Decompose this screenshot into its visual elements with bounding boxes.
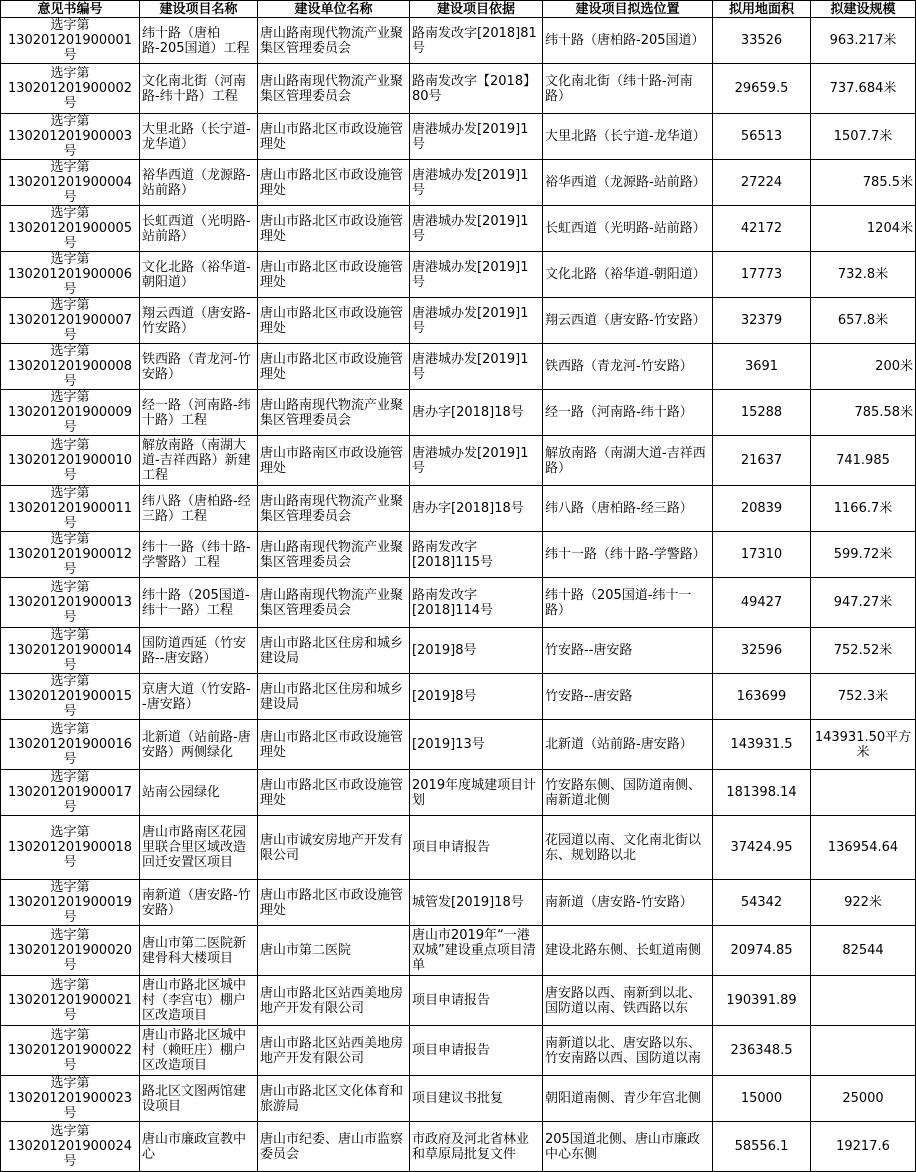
table-row <box>1 252 916 298</box>
table-row <box>1 64 916 114</box>
location-cell: 竹安路--唐安路 <box>543 674 713 720</box>
project-name-cell: 纬十路（205国道-纬十一路）工程 <box>140 578 258 628</box>
permit-number-cell: 选字第130201201900004号 <box>1 160 140 206</box>
header-cell-name: 建设项目名称 <box>140 1 258 18</box>
area-cell: 56513 <box>713 114 811 160</box>
permit-number-cell: 选字第130201201900017号 <box>1 770 140 816</box>
scale-cell: 922米 <box>811 880 916 926</box>
location-cell: 裕华西道（龙源路-站前路） <box>543 160 713 206</box>
area-cell: 15000 <box>713 1076 811 1122</box>
unit-name-cell: 唐山市路北区市政设施管理处 <box>258 114 410 160</box>
permit-number-cell: 选字第130201201900021号 <box>1 976 140 1026</box>
header-cell-unit: 建设单位名称 <box>258 1 410 18</box>
unit-name-cell: 唐山市路北区站西美地房地产开发有限公司 <box>258 976 410 1026</box>
permit-number-cell: 选字第130201201900014号 <box>1 628 140 674</box>
area-cell: 20974.85 <box>713 926 811 976</box>
area-cell: 163699 <box>713 674 811 720</box>
location-cell: 长虹西道（光明路-站前路） <box>543 206 713 252</box>
location-cell: 文化北路（裕华道-朝阳道） <box>543 252 713 298</box>
unit-name-cell: 唐山市路北区站西美地房地产开发有限公司 <box>258 1026 410 1076</box>
location-cell: 翔云西道（唐安路-竹安路） <box>543 298 713 344</box>
basis-cell: 唐港城办发[2019]1号 <box>410 344 543 390</box>
permit-number-cell: 选字第130201201900009号 <box>1 390 140 436</box>
unit-name-cell: 唐山市路北区住房和城乡建设局 <box>258 674 410 720</box>
location-cell: 纬八路（唐柏路-经三路） <box>543 486 713 532</box>
area-cell: 42172 <box>713 206 811 252</box>
project-name-cell: 纬十一路（纬十路-学警路）工程 <box>140 532 258 578</box>
scale-cell: 732.8米 <box>811 252 916 298</box>
project-name-cell: 唐山市路北区城中村（赖旺庄）棚户区改造项目 <box>140 1026 258 1076</box>
permit-number-cell: 选字第130201201900001号 <box>1 18 140 64</box>
area-cell: 37424.95 <box>713 816 811 880</box>
unit-name-cell: 唐山市路北区市政设施管理处 <box>258 252 410 298</box>
scale-cell: 25000 <box>811 1076 916 1122</box>
header-cell-scale: 拟建设规模 <box>811 1 916 18</box>
scale-cell: 200米 <box>811 344 916 390</box>
basis-cell: 路南发改字[2018]81号 <box>410 18 543 64</box>
basis-cell: 市政府及河北省林业和草原局批复文件 <box>410 1122 543 1172</box>
unit-name-cell: 唐山市路北区市政设施管理处 <box>258 720 410 770</box>
project-name-cell: 纬八路（唐柏路-经三路）工程 <box>140 486 258 532</box>
location-cell: 建设北路东侧、长虹道南侧 <box>543 926 713 976</box>
unit-name-cell: 唐山市路南区市政设施管理处 <box>258 436 410 486</box>
scale-cell: 785.5米 <box>811 160 916 206</box>
project-name-cell: 京唐大道（竹安路--唐安路） <box>140 674 258 720</box>
basis-cell: 唐办字[2018]18号 <box>410 390 543 436</box>
location-cell: 205国道北侧、唐山市廉政中心东侧 <box>543 1122 713 1172</box>
location-cell: 竹安路--唐安路 <box>543 628 713 674</box>
table-row <box>1 1076 916 1122</box>
scale-cell: 741.985 <box>811 436 916 486</box>
project-name-cell: 唐山市路北区城中村（李宫屯）棚户区改造项目 <box>140 976 258 1026</box>
scale-cell: 963.217米 <box>811 18 916 64</box>
project-name-cell: 铁西路（青龙河-竹安路） <box>140 344 258 390</box>
project-name-cell: 北新道（站前路-唐安路）两侧绿化 <box>140 720 258 770</box>
location-cell: 纬十一路（纬十路-学警路） <box>543 532 713 578</box>
unit-name-cell: 唐山路南现代物流产业聚集区管理委员会 <box>258 18 410 64</box>
permit-number-cell: 选字第130201201900003号 <box>1 114 140 160</box>
table-row <box>1 578 916 628</box>
area-cell: 17773 <box>713 252 811 298</box>
area-cell: 54342 <box>713 880 811 926</box>
location-cell: 花园道以南、文化南北街以东、规划路以北 <box>543 816 713 880</box>
basis-cell: 城管发[2019]18号 <box>410 880 543 926</box>
table-row <box>1 674 916 720</box>
table-row <box>1 532 916 578</box>
table-row <box>1 18 916 64</box>
location-cell: 大里北路（长宁道-龙华道） <box>543 114 713 160</box>
basis-cell: 项目申请报告 <box>410 816 543 880</box>
project-name-cell: 文化北路（裕华道-朝阳道） <box>140 252 258 298</box>
table-row <box>1 160 916 206</box>
location-cell: 竹安路东侧、国防道南侧、南新道北侧 <box>543 770 713 816</box>
table-row <box>1 486 916 532</box>
area-cell: 17310 <box>713 532 811 578</box>
area-cell: 58556.1 <box>713 1122 811 1172</box>
table-row <box>1 390 916 436</box>
table-row <box>1 720 916 770</box>
permit-number-cell: 选字第130201201900013号 <box>1 578 140 628</box>
scale-cell <box>811 770 916 816</box>
unit-name-cell: 唐山路南现代物流产业聚集区管理委员会 <box>258 532 410 578</box>
project-name-cell: 国防道西延（竹安路--唐安路） <box>140 628 258 674</box>
permit-number-cell: 选字第130201201900011号 <box>1 486 140 532</box>
permit-number-cell: 选字第130201201900019号 <box>1 880 140 926</box>
area-cell: 143931.5 <box>713 720 811 770</box>
table-row <box>1 628 916 674</box>
basis-cell: 唐办字[2018]18号 <box>410 486 543 532</box>
permit-number-cell: 选字第130201201900023号 <box>1 1076 140 1122</box>
location-cell: 解放南路（南湖大道-吉祥西路） <box>543 436 713 486</box>
unit-name-cell: 唐山市第二医院 <box>258 926 410 976</box>
table-row <box>1 344 916 390</box>
table-row <box>1 436 916 486</box>
table-row <box>1 298 916 344</box>
header-cell-location: 建设项目拟选位置 <box>543 1 713 18</box>
basis-cell: 唐山市2019年“一港双城”建设重点项目清单 <box>410 926 543 976</box>
basis-cell: 唐港城办发[2019]1号 <box>410 206 543 252</box>
scale-cell: 136954.64 <box>811 816 916 880</box>
area-cell: 29659.5 <box>713 64 811 114</box>
permit-number-cell: 选字第130201201900005号 <box>1 206 140 252</box>
unit-name-cell: 唐山市路北区市政设施管理处 <box>258 770 410 816</box>
table-row <box>1 926 916 976</box>
basis-cell: 项目建议书批复 <box>410 1076 543 1122</box>
permit-number-cell: 选字第130201201900020号 <box>1 926 140 976</box>
project-name-cell: 裕华西道（龙源路-站前路） <box>140 160 258 206</box>
table-row <box>1 206 916 252</box>
basis-cell: [2019]8号 <box>410 674 543 720</box>
project-name-cell: 唐山市廉政宣教中心 <box>140 1122 258 1172</box>
unit-name-cell: 唐山市路北区住房和城乡建设局 <box>258 628 410 674</box>
scale-cell: 1507.7米 <box>811 114 916 160</box>
scale-cell: 752.52米 <box>811 628 916 674</box>
table-row <box>1 1122 916 1172</box>
table-row <box>1 816 916 880</box>
permit-number-cell: 选字第130201201900010号 <box>1 436 140 486</box>
area-cell: 21637 <box>713 436 811 486</box>
project-name-cell: 文化南北街（河南路-纬十路）工程 <box>140 64 258 114</box>
scale-cell: 1204米 <box>811 206 916 252</box>
permit-number-cell: 选字第130201201900008号 <box>1 344 140 390</box>
unit-name-cell: 唐山市路北区市政设施管理处 <box>258 880 410 926</box>
table-row <box>1 1026 916 1076</box>
table-row <box>1 880 916 926</box>
area-cell: 27224 <box>713 160 811 206</box>
unit-name-cell: 唐山路南现代物流产业聚集区管理委员会 <box>258 390 410 436</box>
area-cell: 20839 <box>713 486 811 532</box>
basis-cell: [2019]8号 <box>410 628 543 674</box>
basis-cell: 2019年度城建项目计划 <box>410 770 543 816</box>
permit-number-cell: 选字第130201201900006号 <box>1 252 140 298</box>
area-cell: 190391.89 <box>713 976 811 1026</box>
project-name-cell: 南新道（唐安路-竹安路） <box>140 880 258 926</box>
location-cell: 北新道（站前路-唐安路） <box>543 720 713 770</box>
location-cell: 南新道（唐安路-竹安路） <box>543 880 713 926</box>
header-cell-no: 意见书编号 <box>1 1 140 18</box>
scale-cell: 737.684米 <box>811 64 916 114</box>
location-cell: 朝阳道南侧、青少年宫北侧 <box>543 1076 713 1122</box>
area-cell: 181398.14 <box>713 770 811 816</box>
scale-cell: 143931.50平方米 <box>811 720 916 770</box>
unit-name-cell: 唐山市诚安房地产开发有限公司 <box>258 816 410 880</box>
scale-cell: 19217.6 <box>811 1122 916 1172</box>
area-cell: 32596 <box>713 628 811 674</box>
area-cell: 236348.5 <box>713 1026 811 1076</box>
permit-number-cell: 选字第130201201900007号 <box>1 298 140 344</box>
project-name-cell: 唐山市路南区花园里联合里区域改造回迁安置区项目 <box>140 816 258 880</box>
location-cell: 铁西路（青龙河-竹安路） <box>543 344 713 390</box>
scale-cell: 785.58米 <box>811 390 916 436</box>
unit-name-cell: 唐山市路北区文化体育和旅游局 <box>258 1076 410 1122</box>
scale-cell <box>811 1026 916 1076</box>
project-name-cell: 唐山市第二医院新建骨科大楼项目 <box>140 926 258 976</box>
permit-number-cell: 选字第130201201900012号 <box>1 532 140 578</box>
scale-cell: 82544 <box>811 926 916 976</box>
project-name-cell: 大里北路（长宁道-龙华道） <box>140 114 258 160</box>
area-cell: 15288 <box>713 390 811 436</box>
basis-cell: 唐港城办发[2019]1号 <box>410 252 543 298</box>
project-name-cell: 纬十路（唐柏路-205国道）工程 <box>140 18 258 64</box>
project-name-cell: 翔云西道（唐安路-竹安路） <box>140 298 258 344</box>
unit-name-cell: 唐山市纪委、唐山市监察委员会 <box>258 1122 410 1172</box>
location-cell: 纬十路（205国道-纬十一路） <box>543 578 713 628</box>
location-cell: 文化南北街（纬十路-河南路） <box>543 64 713 114</box>
header-row <box>1 1 916 18</box>
basis-cell: 路南发改字[2018]115号 <box>410 532 543 578</box>
permit-number-cell: 选字第130201201900016号 <box>1 720 140 770</box>
scale-cell: 947.27米 <box>811 578 916 628</box>
header-cell-basis: 建设项目依据 <box>410 1 543 18</box>
permit-number-cell: 选字第130201201900018号 <box>1 816 140 880</box>
scale-cell: 657.8米 <box>811 298 916 344</box>
basis-cell: 路南发改字【2018】80号 <box>410 64 543 114</box>
location-cell: 经一路（河南路-纬十路） <box>543 390 713 436</box>
project-name-cell: 解放南路（南湖大道-吉祥西路）新建工程 <box>140 436 258 486</box>
table-row <box>1 770 916 816</box>
unit-name-cell: 唐山市路北区市政设施管理处 <box>258 344 410 390</box>
basis-cell: 项目申请报告 <box>410 976 543 1026</box>
scale-cell: 599.72米 <box>811 532 916 578</box>
permit-number-cell: 选字第130201201900022号 <box>1 1026 140 1076</box>
permit-number-cell: 选字第130201201900015号 <box>1 674 140 720</box>
permit-number-cell: 选字第130201201900002号 <box>1 64 140 114</box>
basis-cell: 唐港城办发[2019]1号 <box>410 298 543 344</box>
area-cell: 33526 <box>713 18 811 64</box>
scale-cell: 752.3米 <box>811 674 916 720</box>
table-row <box>1 976 916 1026</box>
project-name-cell: 站南公园绿化 <box>140 770 258 816</box>
header-cell-area: 拟用地面积 <box>713 1 811 18</box>
unit-name-cell: 唐山路南现代物流产业聚集区管理委员会 <box>258 486 410 532</box>
unit-name-cell: 唐山市路北区市政设施管理处 <box>258 206 410 252</box>
table-row <box>1 114 916 160</box>
basis-cell: 唐港城办发[2019]1号 <box>410 436 543 486</box>
basis-cell: 路南发改字[2018]114号 <box>410 578 543 628</box>
location-cell: 纬十路（唐柏路-205国道） <box>543 18 713 64</box>
scale-cell: 1166.7米 <box>811 486 916 532</box>
permit-number-cell: 选字第130201201900024号 <box>1 1122 140 1172</box>
project-name-cell: 路北区文图两馆建设项目 <box>140 1076 258 1122</box>
area-cell: 32379 <box>713 298 811 344</box>
basis-cell: [2019]13号 <box>410 720 543 770</box>
unit-name-cell: 唐山路南现代物流产业聚集区管理委员会 <box>258 578 410 628</box>
location-cell: 南新道以北、唐安路以东、竹安南路以西、国防道以南 <box>543 1026 713 1076</box>
area-cell: 3691 <box>713 344 811 390</box>
basis-cell: 唐港城办发[2019]1号 <box>410 114 543 160</box>
basis-cell: 项目申请报告 <box>410 1026 543 1076</box>
location-cell: 唐安路以西、南新到以北、国防道以南、铁西路以东 <box>543 976 713 1026</box>
project-name-cell: 经一路（河南路-纬十路）工程 <box>140 390 258 436</box>
area-cell: 49427 <box>713 578 811 628</box>
scale-cell <box>811 976 916 1026</box>
unit-name-cell: 唐山市路北区市政设施管理处 <box>258 160 410 206</box>
unit-name-cell: 唐山路南现代物流产业聚集区管理委员会 <box>258 64 410 114</box>
project-name-cell: 长虹西道（光明路-站前路） <box>140 206 258 252</box>
unit-name-cell: 唐山市路北区市政设施管理处 <box>258 298 410 344</box>
basis-cell: 唐港城办发[2019]1号 <box>410 160 543 206</box>
